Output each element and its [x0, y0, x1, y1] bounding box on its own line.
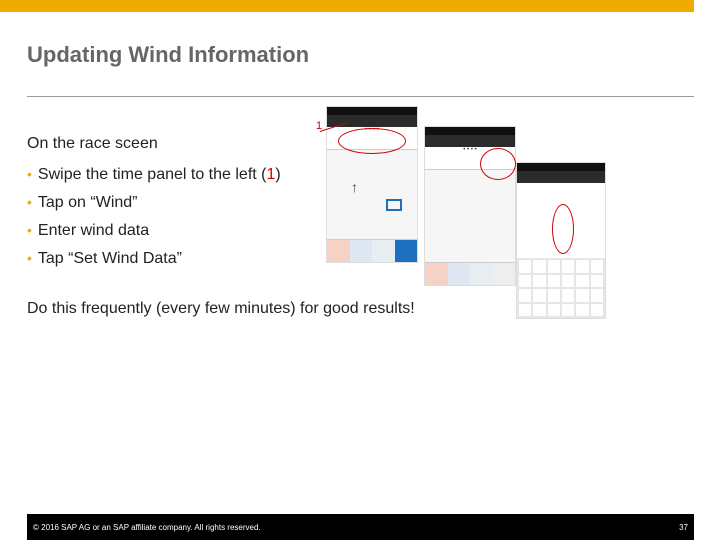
feature-icon	[425, 263, 448, 285]
wind-icon	[386, 199, 402, 211]
list-item: • Tap on “Wind”	[27, 194, 138, 211]
time-panel: • • • •	[327, 127, 417, 150]
action-bar	[425, 135, 515, 147]
pattern-icon	[350, 240, 373, 262]
tip-text: Do this frequently (every few minutes) for good results!	[27, 300, 415, 317]
status-bar	[425, 127, 515, 135]
arrow-up-icon: ↑	[351, 179, 358, 195]
bullet-icon: •	[27, 222, 32, 238]
bullet-icon: •	[27, 194, 32, 210]
plane-icon	[470, 263, 493, 285]
intro-text: On the race sceen	[27, 135, 158, 152]
page-number: 37	[679, 523, 688, 532]
slide-title: Updating Wind Information	[27, 42, 310, 67]
numeric-keyboard	[517, 258, 605, 318]
list-item: • Swipe the time panel to the left (1)	[27, 166, 281, 183]
bullet-icon: •	[27, 166, 32, 182]
pattern-icon	[448, 263, 471, 285]
instruction-list	[27, 160, 281, 272]
footer-bar	[27, 514, 694, 540]
bottom-icon-row	[327, 239, 417, 262]
list-item: • Tap “Set Wind Data”	[27, 250, 182, 267]
action-bar	[517, 171, 605, 183]
finish-icon	[493, 263, 516, 285]
feature-icon	[327, 240, 350, 262]
bullet-icon: •	[27, 250, 32, 266]
highlight-circle	[338, 128, 406, 154]
status-bar	[327, 107, 417, 115]
list-item: • Enter wind data	[27, 222, 150, 239]
bottom-icon-row	[425, 262, 515, 285]
callout-number: 1	[316, 120, 323, 132]
copyright-text: © 2016 SAP AG or an SAP affiliate company. All rights reserved.	[33, 523, 261, 532]
time-panel: • • • •	[425, 147, 515, 170]
title-divider	[27, 96, 694, 97]
top-accent-bar	[0, 0, 694, 12]
highlight-circle	[480, 148, 516, 180]
highlight-circle	[552, 204, 574, 254]
status-bar	[517, 163, 605, 171]
finish-icon	[395, 240, 418, 262]
plane-icon	[372, 240, 395, 262]
